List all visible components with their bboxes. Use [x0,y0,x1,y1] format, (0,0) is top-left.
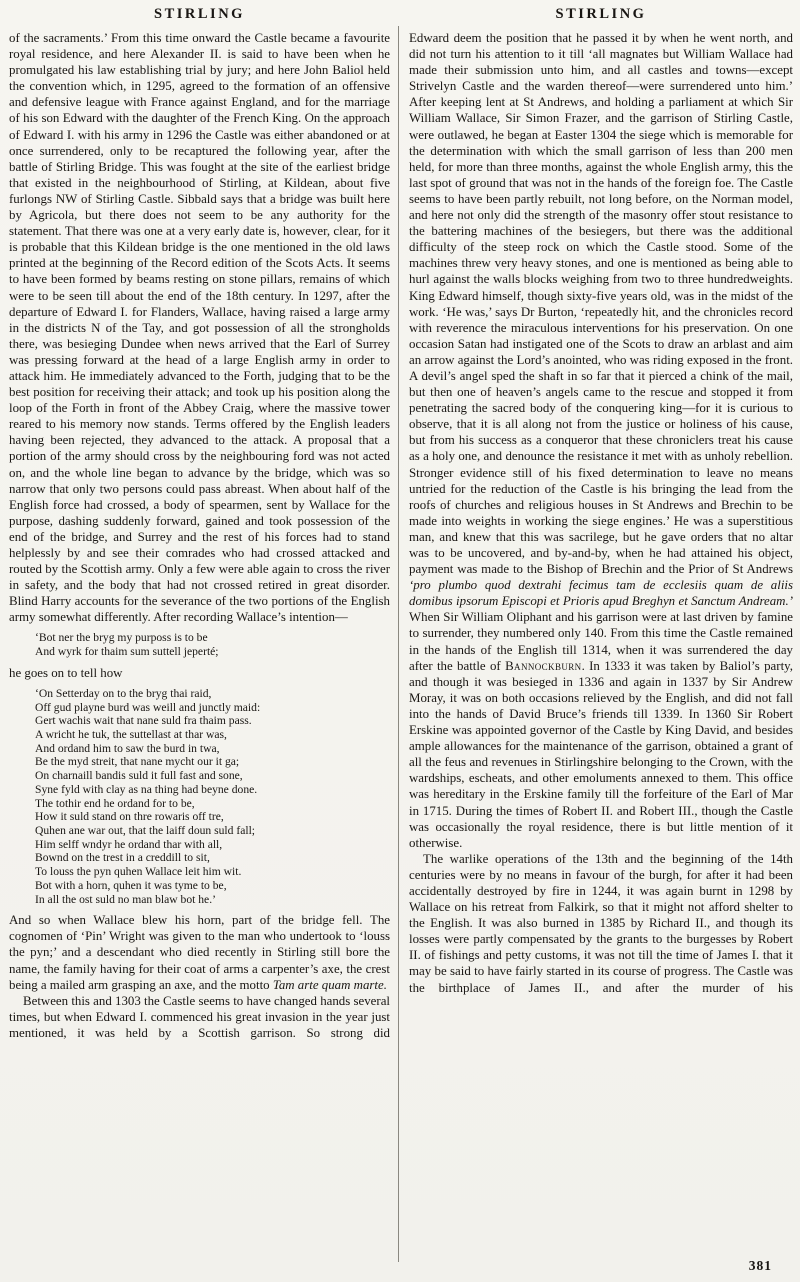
poem-line: And ordand him to saw the burd in twa, [35,741,220,755]
paragraph-siege-history [409,30,793,851]
poem-line: Quhen ane war out, that the laiff doun suld fall; [35,824,256,837]
latin-quote-italic: ‘pro plumbo quod dextrahi fecimus tam de ecclesiis quam de aliis domibus ipsorum Episcopi et Prioris apud Breghyn et Sanctum Andream.’ [409,578,793,609]
text-segment: And so when Wallace blew his horn, part of the bridge fell. The cognomen of ‘Pin’ Wright was given to the man who undertook to ‘louss the pyn;’ and a descendant who died recently in Stirling still bore the name, the family having for their coat of arms a carpenter’s axe, the crest being a mailed arm grasping an axe, and the motto [9,913,390,992]
two-column-layout [9,5,793,1041]
text-segment: Edward deem the position that he passed it by when he went north, and did not turn his attention to it till ‘all magnates but William Wallace had made their submission unto him, and all castles and towns—except Strivelyn Castle and the warden thereof—were surrendered unto him.’ After keeping lent at St Andrews, and holding a parliament at which Sir William Wallace, Sir Simon Frazer, and the garrison of Stirling Castle, were outlawed, he began at Easter 1304 the siege which is memorable for the determination with which the small garrison of less than 200 men held, for more than three months, against the whole English army, this the last spot of ground that was not in the hands of the foreign foe. The Castle seems to have been partly rebuilt, not long before, on the Norman model, and here not only did the strength of the masonry offer stout resistance to the battering machines of the besiegers, but there was the additional difficulty of the steep rock on which the Castle stood. Some of the machines threw very heavy stones, and one is mentioned as being able to hurl against the walls blocks weighing from two to three hundredweights. King Edward himself, though sixty-five years old, was in the midst of the work. ‘He was,’ says Dr Burton, ‘repeatedly hit, and the chronicles record with reverence the miraculous interventions for his preservation. On one occasion Satan had instigated one of the Scots to draw an arblast and aim an arrow against the Lord’s anointed, who was riding exposed in the front. A devil’s angel sped the shaft in so far that it pierced a chink of the mail, but then one of heaven’s angels came to the rescue and stopped it from penetrating the sacred body of the conquering king—for it is curious to observe, that it is all along not from the justice or holiness of his cause, but from his success as a conqueror that these chroniclers treat his cause as a holy one, and denounce the resistance it met with as unholy rebellion. Stronger evidence still of his fixed determination to leave no means untried for the reduction of the Castle is his bringing the lead from the roofs of churches and religious houses in St Andrews and Brechin to be made into weights in working the siege engines.’ He was a superstitious man, and knew that this was sacrilege, but he gave orders that no altar was to be uncovered, and by-and-by, when he had attained his object, payment was made to the Bishop of Brechin and the Prior of St Andrews [409,31,793,577]
poem-line: Bot with a horn, quhen it was tyme to be, [35,878,227,892]
poem-line: ‘Bot ner the bryg my purposs is to be [35,631,208,645]
poem-line: In all the ost suld no man blaw bot he.’ [35,892,216,906]
right-column [400,5,793,1041]
page-number: 381 [748,1258,772,1273]
column-divider [398,26,399,1262]
poem-line: Syne fyld with clay as na thing had beyne done. [35,782,258,796]
poem-line: On charnaill bandis suld it full fast and sone, [35,769,243,783]
paragraph-between-1303: Between this and 1303 the Castle seems to have changed hands several times, but when Edward I. commenced his great invasion in the year just mentioned, it was held by a Scottish garrison. So strong did [9,993,390,1040]
poem-line: ‘On Setterday on to the bryg thai raid, [35,686,212,700]
running-head-right: STIRLING [555,6,647,22]
poem-line: Be the myd streit, that nane mycht our it ga; [35,755,240,769]
poem-line: To louss the pyn quhen Wallace leit him wit. [35,865,242,879]
paragraph-wallace-horn [9,912,390,992]
poem-line: And wyrk for thaim sum suttell jeperté; [35,645,219,659]
poem-line: Him selff wndyr he ordand thar with all, [35,837,223,851]
paragraph-warlike-operations: The warlike operations of the 13th and the beginning of the 14th centuries were by no means in favour of the burgh, for after it had been accidentally destroyed by fire in 1244, it was again burnt in 1298 by Wallace on his retreat from Falkirk, so that it might not afford shelter to the English. It was also burned in 1385 by Richard II., and though its losses were partly compensated by the grants to the burgesses by Robert II. of fishings and petty customs, it was not till the time of James I. that it may be said to have fairly started in its course of progress. The Castle was the birthplace of James II., and after the murder of his [409,851,793,995]
poem-line: The tothir end he ordand for to be, [35,796,195,810]
poem-line: How it suld stand on thre rowaris off tre, [35,810,224,824]
bannockburn-smallcaps: Bannockburn [505,658,582,673]
poem-line: Off gud playne burd was weill and junctly maid: [35,700,261,714]
poem-line: A wricht he tuk, the suttellast at thar was, [35,728,227,742]
paragraph-continuation: of the sacraments.’ From this time onward the Castle became a favourite royal residence, and here Alexander II. is said to have been when he promulgated his law establishing trial by jury; and here John Baliol held the convention which, in 1295, agreed to the formation of an offensive and defensive league with France against England, and for the marriage of his son Edward with the daughter of the French King. On the approach of Edward I. with his army in 1296 the Castle was either abandoned or at once surrendered, only to be recaptured the following year, after the battle of Stirling Bridge. This was fought at the site of the earliest bridge that existed in the neighbourhood of Stirling, at Kildean, about five furlongs NW of Stirling Castle. Sibbald says that a bridge was built here by Agricola, but there does not seem to be any authority for the statement. That there was one at a very early date is, however, clear, for it is probable that this Kildean bridge is the one mentioned in the old laws printed at the beginning of the Record edition of the Scots Acts. It seems to have been formed by beams resting on stone pillars, remains of which were to be seen till about the end of the 18th century. In 1297, after the departure of Edward I. for Flanders, Wallace, having raised a large army in the districts N of the Tay, and got possession of all the strongholds there, was besieging Dundee when news arrived that the Earl of Surrey was pressing forward at the head of a large English army in order to attack him. He immediately advanced to the Forth, judging that to be the best position for receiving their attack; and took up his position along the loop of the Forth in front of the Abbey Craig, where the massive tower reared to his memory now stands. Terms offered by the English leaders having been rejected, they advanced to the attack. A proposal that a portion of the army should cross by the neighbouring ford was not acted on, and the whole line began to advance by the bridge, which was so narrow that only two persons could pass abreast. When about half of the English force had crossed, a body of spearmen, sent by Wallace for the purpose, dashing suddenly forward, gained and took possession of the end of the bridge, and Surrey and the rest of his forces had to stand helplessly by and see their comrades who had crossed attacked and routed by the Scottish army. Only a few were able again to cross the river in safety, and the body that had not crossed retired in great disorder. Blind Harry accounts for the severance of the two portions of the English army somewhat differently. After recording Wallace’s intention— [9,31,390,625]
text-segment: . In 1333 it was taken by Baliol’s party, and though it was besieged in 1336 and again in 1337 by Sir Andrew Moray, it was on both occasions relieved by the English, and did not fall into the hands of David Bruce’s friends till 1339. In 1360 Sir Robert Erskine was appointed governor of the Castle by King David, and besides ample allowances for the maintenance of the garrison, obtained a grant of all the feus and revenues in Stirlingshire belonging to the Crown, with the wardships, escheats, and other emoluments annexed to them. This office was hereditary in the Erskine family till the forfeiture of the Earl of Mar in 1715. During the times of Robert II. and Robert III., though the Castle was occasionally the royal residence, there is but little mention of it otherwise. [409,658,793,850]
verse-quote-first [35,631,390,658]
running-head-left: STIRLING [154,6,245,22]
poem-line: Bownd on the trest in a creddill to sit, [35,851,210,865]
interlude-text: he goes on to tell how [9,665,123,680]
motto-italic: Tam arte quam marte. [272,977,387,992]
left-column [9,5,400,1041]
text-segment: When Sir William Oliphant and his garrison were at last driven by famine to surrender, they numbered only 140. From this time the Castle remained in the hands of the English till 1314, when it was surrendered the day after the battle of [409,610,793,673]
poem-line: Gert wachis wait that nane suld fra thaim pass. [35,714,252,728]
verse-quote-second [35,687,390,906]
